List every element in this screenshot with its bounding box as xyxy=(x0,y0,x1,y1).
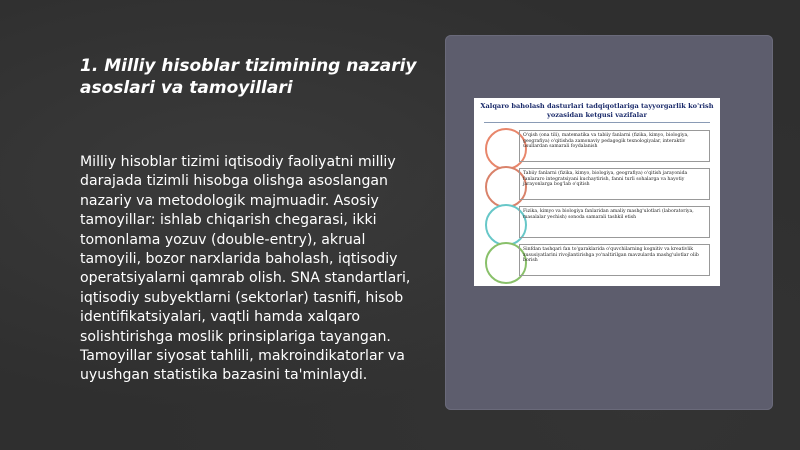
figure-image xyxy=(474,98,720,286)
slide-title: 1. Milliy hisoblar tizimining nazariy asoslari va tamoyillari xyxy=(80,56,417,98)
slide-body-text: Milliy hisoblar tizimi iqtisodiy faoliyatni milliy darajada tizimli hisobga olishga asoslangan nazariy va metodologik majmuadir. Asosiy tamoyillar: ishlab chiqarish chegarasi, ikki tomonlama yozuv (double-entry), akrual tamoyili, bozor narxlarida baholash, iqtisodiy operatsiyalarni qamrab olish. SNA standartlari, iqtisodiy subyektlarni (sektorlar) tasnifi, hisob identifikatsiyalari, vaqtli hamda xalqaro solishtirishga moslik prinsiplariga tayangan. Tamoyillar siyosat tahlili, makroindikatorlar va uyushgan statistika bazasini ta'minlaydi. xyxy=(80,154,411,384)
task-text: O'qish (ona tili), matematika va tabiiy fanlarni (fizika, kimyo, biologiya, geografiya) o'qitishda zamonaviy pedagogik texnologiyalar, interaktiv usullardan samarali foydalanish xyxy=(519,130,710,162)
figure-divider xyxy=(484,122,710,123)
task-text: Tabiiy fanlarni (fizika, kimyo, biologiya, geografiya) o'qitish jarayonida fanlararo integratsiyani kuchaytirish, fanni turli sohalarga va hayotiy jarayonlarga bog'lab o'qitish xyxy=(519,168,710,200)
task-text: Fizika, kimyo va biologiya fanlaridan amaliy mashg'ulotlari (laboratoriya, masalalar yechish) sonoda samarali tashkil etish xyxy=(519,206,710,238)
figure-title: Xalqaro baholash dasturlari tadqiqotlariga tayyorgarlik ko'rish yozasidan ketgusi vazifalar xyxy=(480,102,714,119)
task-text: Sinfdan tashqari fan to'garaklarida o'quvchilarning kognitiv va kreativlik xususiyatlarini rivojlantirishga yo'naltirilgan mavzularda mashg'ulotlar olib borish xyxy=(519,244,710,276)
